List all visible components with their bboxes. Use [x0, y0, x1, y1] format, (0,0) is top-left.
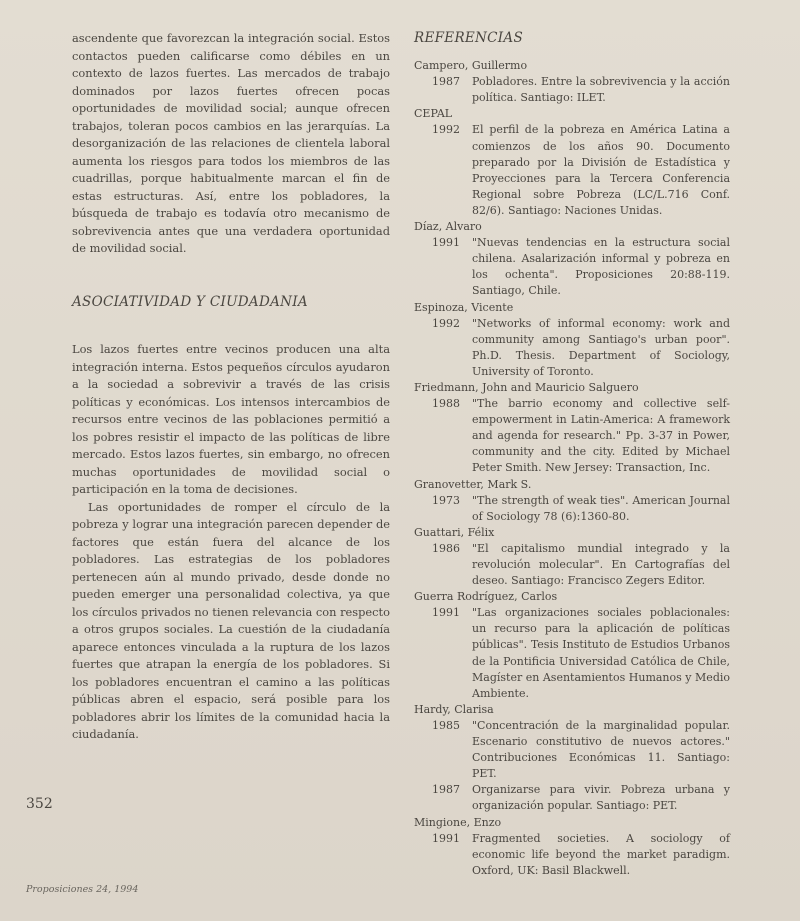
reference-author: Guattari, Félix	[414, 525, 495, 539]
reference-author: Guerra Rodríguez, Carlos	[414, 590, 558, 604]
references-heading: REFERENCIAS	[414, 30, 524, 46]
reference-year: 1992	[432, 123, 460, 137]
reference-text: Pobladores. Entre la sobrevivencia y la acción política. Santiago: ILET.	[472, 75, 730, 105]
left-column	[72, 30, 390, 744]
reference-year: 1986	[432, 541, 460, 555]
reference-year: 1988	[432, 397, 460, 411]
reference-author: Díaz, Alvaro	[414, 220, 482, 234]
paragraph: Los lazos fuertes entre vecinos producen una alta integración interna. Estos pequeños círculos ayudaron a la sociedad a sobrevivir a través de las crisis políticas y económicas. Los intensos intercambios de recursos entre vecinos de las poblaciones permitió a los pobres resistir el impacto de las políticas de libre mercado. Estos lazos fuertes, sin embargo, no ofrecen muchas oportunidades de movilidad social o participación en la toma de decisiones.	[72, 342, 390, 496]
reference-text: "Nuevas tendencias en la estructura social chilena. Asalarización informal y pobreza en los ochenta". Proposiciones 20:88-119. Santiago, Chile.	[472, 236, 730, 298]
reference-author: Mingione, Enzo	[414, 815, 502, 829]
reference-entry	[414, 396, 730, 476]
reference-year: 1991	[432, 831, 460, 845]
reference-entry	[414, 122, 730, 219]
reference-text: "Networks of informal economy: work and community among Santiago's urban poor". Ph.D. Thesis. Department of Sociology, University of Toronto.	[472, 316, 730, 378]
reference-year: 1992	[432, 316, 460, 330]
reference-text: "Las organizaciones sociales poblacionales: un recurso para la aplicación de políticas públicas". Tesis Instituto de Estudios Urbanos de la Pontificia Universidad Católica de Chile, Magíster en Asentamientos Humanos y Medio Ambiente.	[472, 606, 730, 700]
reference-text: "The strength of weak ties". American Journal of Sociology 78 (6):1360-80.	[472, 493, 730, 523]
paragraph: ascendente que favorezcan la integración social. Estos contactos pueden calificarse como débiles en un contexto de lazos fuertes. Las mercados de trabajo dominados por lazos fuertes ofrecen pocas oportunidades de movilidad social; aunque ofrecen trabajos, toleran pocos cambios en las jerarquías. La desorganización de las relaciones de clientela laboral aumenta los riesgos para todos los miembros de las cuadrillas, porque habitualmente marcan el fin de estas estructuras. Así, entre los pobladores, la búsqueda de trabajo es todavía otro mecanismo de sobrevivencia antes que una verdadera oportunidad de movilidad social.	[72, 31, 390, 255]
reference-entry	[414, 235, 730, 299]
reference-text: Fragmented societies. A sociology of economic life beyond the market paradigm. Oxford, UK: Basil Blackwell.	[472, 831, 730, 877]
reference-author: CEPAL	[414, 107, 453, 121]
reference-text: Organizarse para vivir. Pobreza urbana y organización popular. Santiago: PET.	[472, 783, 730, 813]
page-number: 352	[26, 796, 53, 812]
reference-entry	[414, 493, 730, 525]
reference-text: "El capitalismo mundial integrado y la revolución molecular". En Cartografías del deseo. Santiago: Francisco Zegers Editor.	[472, 541, 730, 588]
reference-entry	[414, 316, 730, 380]
reference-year: 1991	[432, 236, 460, 250]
reference-year: 1991	[432, 606, 460, 620]
reference-text: "The barrio economy and collective self-empowerment in Latin-America: A framework and agenda for research." Pp. 3-37 in Power, community and the city. Edited by Michael Peter Smith. New Jersey: Transaction, Inc.	[472, 397, 730, 475]
footer-citation: Proposiciones 24, 1994	[26, 884, 139, 895]
reference-text: El perfil de la pobreza en América Latina a comienzos de los años 90. Documento preparado por la División de Estadística y Proyecciones para la Tercera Conferencia Regional sobre Pobreza (LC/L.716 Conf. 82/6). Santiago: Naciones Unidas.	[472, 123, 730, 217]
reference-entry	[414, 74, 730, 106]
references-column	[414, 30, 730, 879]
reference-author: Friedmann, John and Mauricio Salguero	[414, 380, 639, 394]
reference-author: Campero, Guillermo	[414, 59, 528, 73]
reference-author: Granovetter, Mark S.	[414, 477, 532, 491]
reference-year: 1973	[432, 493, 460, 507]
section-heading: ASOCIATIVIDAD Y CIUDADANIA	[72, 293, 308, 310]
reference-year: 1985	[432, 718, 460, 732]
reference-entry	[414, 718, 730, 782]
references-list	[414, 58, 730, 879]
reference-entry	[414, 782, 730, 814]
paragraph: Las oportunidades de romper el círculo de la pobreza y lograr una integración parecen depender de factores que están fuera del alcance de los pobladores. Las estrategias de los pobladores pertenecen aún al mundo privado, desde donde no pueden emerger una personalidad colectiva, ya que los círculos privados no tienen relevancia con respecto a otros grupos sociales. La cuestión de la ciudadanía aparece entonces vinculada a la ruptura de los lazos fuertes que atrapan la energía de los pobladores. Si los pobladores encuentran el camino a las políticas públicas abren el espacio, será posible para los pobladores abrir los límites de la comunidad hacia la ciudadanía.	[72, 499, 390, 741]
reference-year: 1987	[432, 783, 460, 797]
reference-year: 1987	[432, 75, 460, 89]
reference-entry	[414, 541, 730, 589]
reference-entry	[414, 605, 730, 702]
reference-text: "Concentración de la marginalidad popular. Escenario constitutivo de nuevos actores." Contribuciones Económicas 11. Santiago: PET.	[472, 718, 730, 781]
reference-author: Espinoza, Vicente	[414, 300, 514, 314]
reference-entry	[414, 831, 730, 879]
reference-author: Hardy, Clarisa	[414, 702, 494, 716]
